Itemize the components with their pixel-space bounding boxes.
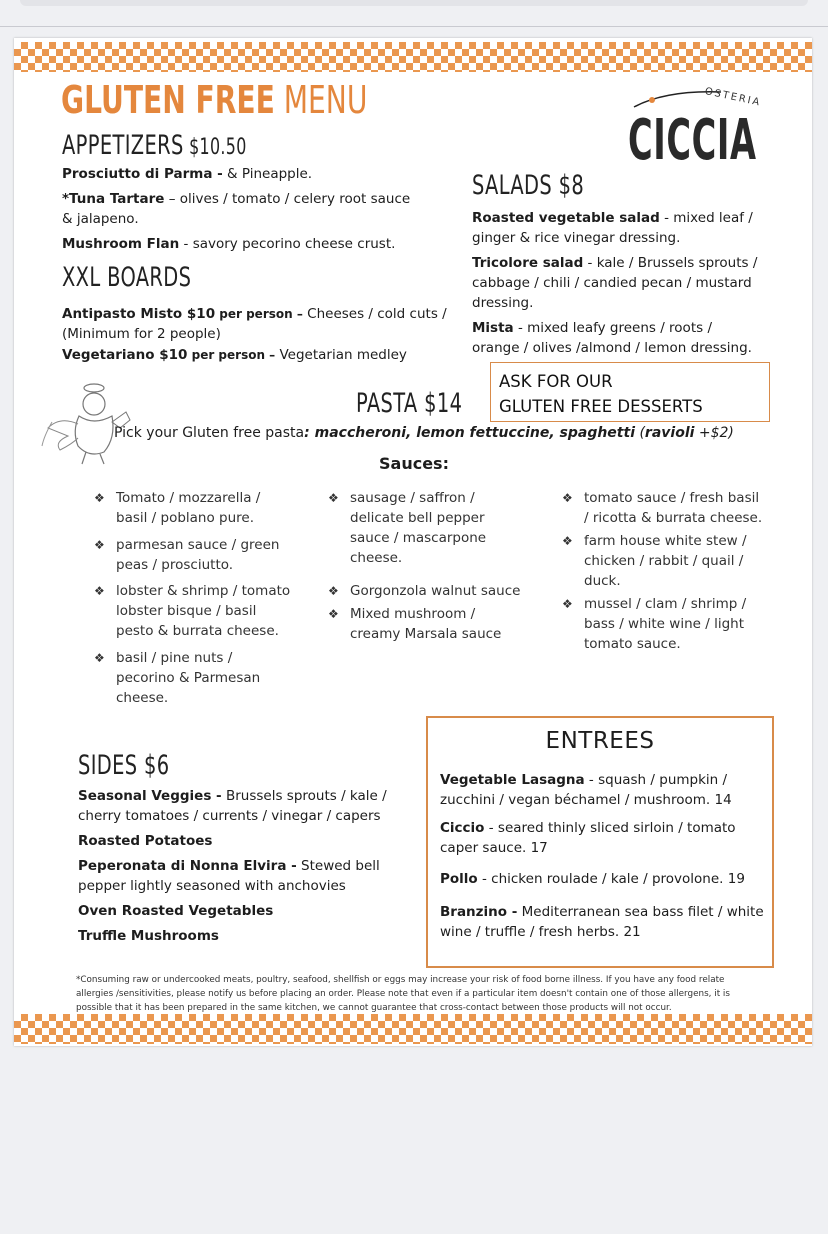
sides-heading: SIDES $6 [78, 750, 170, 781]
bottom-checker-border [14, 1014, 812, 1044]
sauce-item: ❖ Mixed mushroom / creamy Marsala sauce [328, 606, 502, 642]
entrees-box [426, 716, 774, 968]
pasta-selection: Pick your Gluten free pasta: maccheroni, lemon fettuccine, spaghetti (ravioli +$2) [114, 425, 734, 441]
bullet-icon: ❖ [94, 538, 105, 552]
logo-osteria-text: OSTERIA [703, 86, 763, 109]
pasta-heading: PASTA $14 [356, 388, 463, 419]
boards-heading: XXL BOARDS [62, 262, 192, 293]
sauce-item: ❖ sausage / saffron / delicate bell pepper sauce / mascarpone cheese. [328, 490, 487, 566]
salads-heading: SALADS $8 [472, 170, 585, 201]
cherub-illustration-icon [34, 376, 134, 466]
side-item: Truffle Mushrooms [78, 928, 219, 944]
appetizers-heading: APPETIZERS $10.50 [62, 130, 247, 161]
sauces-heading: Sauces: [379, 454, 449, 473]
dessert-callout [490, 362, 770, 422]
side-item: Peperonata di Nonna Elvira - Stewed bell pepper lightly seasoned with anchovies [78, 858, 380, 894]
salad-item: Tricolore salad - kale / Brussels sprouts / cabbage / chili / candied pecan / mustard dressing. [472, 255, 758, 311]
menu-page [14, 38, 812, 1046]
bullet-icon: ❖ [94, 491, 105, 505]
entree-item: Pollo - chicken roulade / kale / provolone. 19 [440, 871, 745, 887]
window-top-bar [20, 0, 808, 6]
logo-ciccia-text: CICCIA [628, 108, 757, 173]
bullet-icon: ❖ [328, 491, 339, 505]
dessert-line-1: ASK FOR OUR [499, 372, 613, 391]
appetizer-item: Prosciutto di Parma - & Pineapple. [62, 166, 313, 182]
side-item: Oven Roasted Vegetables [78, 903, 274, 919]
board-item: Vegetariano $10 per person – Vegetarian medley [62, 347, 407, 363]
sauce-item: ❖ Gorgonzola walnut sauce [328, 583, 521, 599]
bullet-icon: ❖ [94, 584, 105, 598]
allergy-disclaimer: *Consuming raw or undercooked meats, poultry, seafood, shellfish or eggs may increase your risk of food borne illness. If you have any food relate allergies /sensitivities, please notify us before placing an order. Please note that even if a particular item doesn't contain one of those allergens, it is possible that it has been prepared in the same kitchen, we cannot guarantee that cross-contact between those products will not occur. [76, 975, 730, 1013]
sauce-item: ❖ tomato sauce / fresh basil / ricotta & burrata cheese. [562, 490, 763, 526]
entree-item: Vegetable Lasagna - squash / pumpkin / zucchini / vegan béchamel / mushroom. 14 [440, 772, 732, 808]
appetizer-item: Mushroom Flan - savory pecorino cheese crust. [62, 236, 396, 252]
salad-item: Roasted vegetable salad - mixed leaf / ginger & rice vinegar dressing. [472, 210, 753, 246]
bullet-icon: ❖ [562, 597, 573, 611]
sauce-item: ❖ basil / pine nuts / pecorino & Parmesan cheese. [94, 650, 261, 706]
entrees-heading: ENTREES [545, 728, 655, 754]
bullet-icon: ❖ [328, 607, 339, 621]
bullet-icon: ❖ [94, 651, 105, 665]
board-item: Antipasto Misto $10 per person – Cheeses / cold cuts / (Minimum for 2 people) [62, 306, 447, 342]
appetizer-item: *Tuna Tartare – olives / tomato / celery root sauce & jalapeno. [62, 191, 411, 227]
divider [0, 26, 828, 27]
sauce-item: ❖ farm house white stew / chicken / rabbit / quail / duck. [562, 533, 747, 589]
bullet-icon: ❖ [328, 584, 339, 598]
sauce-item: ❖ Tomato / mozzarella / basil / poblano pure. [94, 490, 261, 526]
sauce-item: ❖ mussel / clam / shrimp / bass / white wine / light tomato sauce. [562, 596, 747, 652]
sauce-item: ❖ parmesan sauce / green peas / prosciutto. [94, 537, 280, 573]
side-item: Roasted Potatoes [78, 833, 213, 849]
osteria-ciccia-logo [626, 82, 776, 182]
top-checker-border [14, 42, 812, 72]
bullet-icon: ❖ [562, 534, 573, 548]
entree-item: Ciccio - seared thinly sliced sirloin / tomato caper sauce. 17 [440, 820, 736, 856]
page-title: GLUTEN FREE MENU [61, 78, 368, 122]
salad-item: Mista - mixed leafy greens / roots / orange / olives /almond / lemon dressing. [472, 320, 752, 356]
dessert-line-2: GLUTEN FREE DESSERTS [499, 397, 703, 416]
sauce-item: ❖ lobster & shrimp / tomato lobster bisque / basil pesto & burrata cheese. [94, 583, 291, 639]
bullet-icon: ❖ [562, 491, 573, 505]
entree-item: Branzino - Mediterranean sea bass filet / white wine / truffle / fresh herbs. 21 [440, 904, 764, 940]
side-item: Seasonal Veggies - Brussels sprouts / kale / cherry tomatoes / currents / vinegar / capers [78, 788, 387, 824]
